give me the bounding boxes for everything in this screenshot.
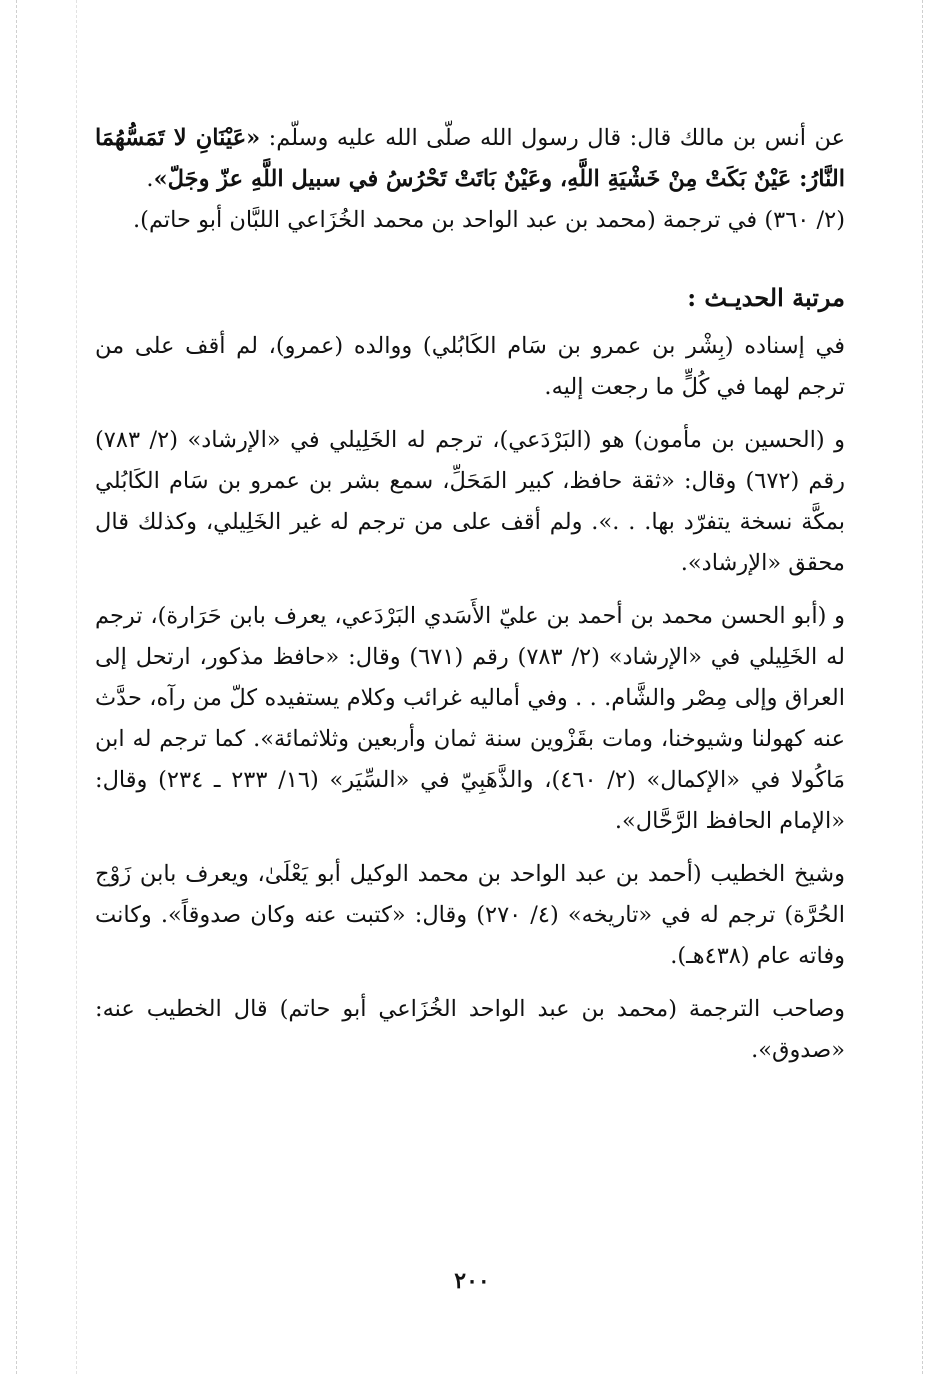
reference-line: (٢/ ٣٦٠) في ترجمة (محمد بن عبد الواحد بن محمد الخُزَاعي اللبَّان أبو حاتم). [133,207,845,233]
paragraph-4: وشيخ الخطيب (أحمد بن عبد الواحد بن محمد الوكيل أبو يَعْلَىٰ، ويعرف بابن زَوْج الحُرَّة) ترجم له في «تاريخه» (٤/ ٢٧٠) وقال: «كتبت عنه وكان صدوقاً». وكانت وفاته عام (٤٣٨هـ). [95,861,845,969]
hadith-text: «عَيْنَانِ لا تَمَسُّهُمَا النَّارُ: عَيْنٌ بَكَتْ مِنْ خَشْيَةِ اللَّهِ، وعَيْنٌ بَاتَتْ تَحْرُسُ في سبيل اللَّهِ عزّ وجَلّ» [95,125,845,192]
paragraph-5: وصاحب الترجمة (محمد بن عبد الواحد الخُزَاعي أبو حاتم) قال الخطيب عنه: «صدوق». [95,996,845,1063]
paragraph-1: في إسناده (بِشْر بن عمرو بن سَام الكَابُلي) ووالده (عمرو)، لم أقف على من ترجم لهما في كُلٍّ ما رجعت إليه. [95,333,845,400]
paragraph-3: و (أبو الحسن محمد بن أحمد بن عليّ الأَسَدي البَرْدَعي، يعرف بابن حَرَارة)، ترجم له الخَلِيلي في «الإرشاد» (٢/ ٧٨٣) رقم (٦٧١) وقال: «حافظ مذكور، ارتحل إلى العراق وإلى مِصْر والشَّام. . . وفي أماليه غرائب وكلام يستفيده كلّ من رآه، حدَّث عنه كهولنا وشيوخنا، ومات بقَزْوين سنة ثمان وأربعين وثلاثمائة». كما ترجم له ابن مَاكُولا في «الإكمال» (٢/ ٤٦٠)، والذَّهَبِيّ في «السِّيَر» (١٦/ ٢٣٣ ـ ٢٣٤) وقال: «الإمام الحافظ الرَّحَّال». [95,603,846,834]
hadith-end: . [146,166,154,192]
paragraph-2: و (الحسين بن مأمون) هو (البَرْدَعي)، ترجم له الخَلِيلي في «الإرشاد» (٢/ ٧٨٣) رقم (٦٧٢) وقال: «ثقة حافظ، كبير المَحَلِّ، سمع بشر بن عمرو بن سَام الكَابُلي بمكَّة نسخة يتفرّد بها. . .». ولم أقف على من ترجم له غير الخَلِيلي، وكذلك قال محقق «الإرشاد». [95,427,846,576]
scan-margin-line-right [922,0,924,1374]
scan-margin-line-left [16,0,18,1374]
section-heading: مرتبة الحديـث : [687,283,845,312]
page-number: ٢٠٠ [454,1268,490,1294]
hadith-intro: عن أنس بن مالك قال: قال رسول الله صلّى الله عليه وسلّم: [260,125,845,151]
hadith-paragraph [95,118,845,200]
scan-margin-line-inner [76,0,78,1374]
page-body [95,118,845,1071]
